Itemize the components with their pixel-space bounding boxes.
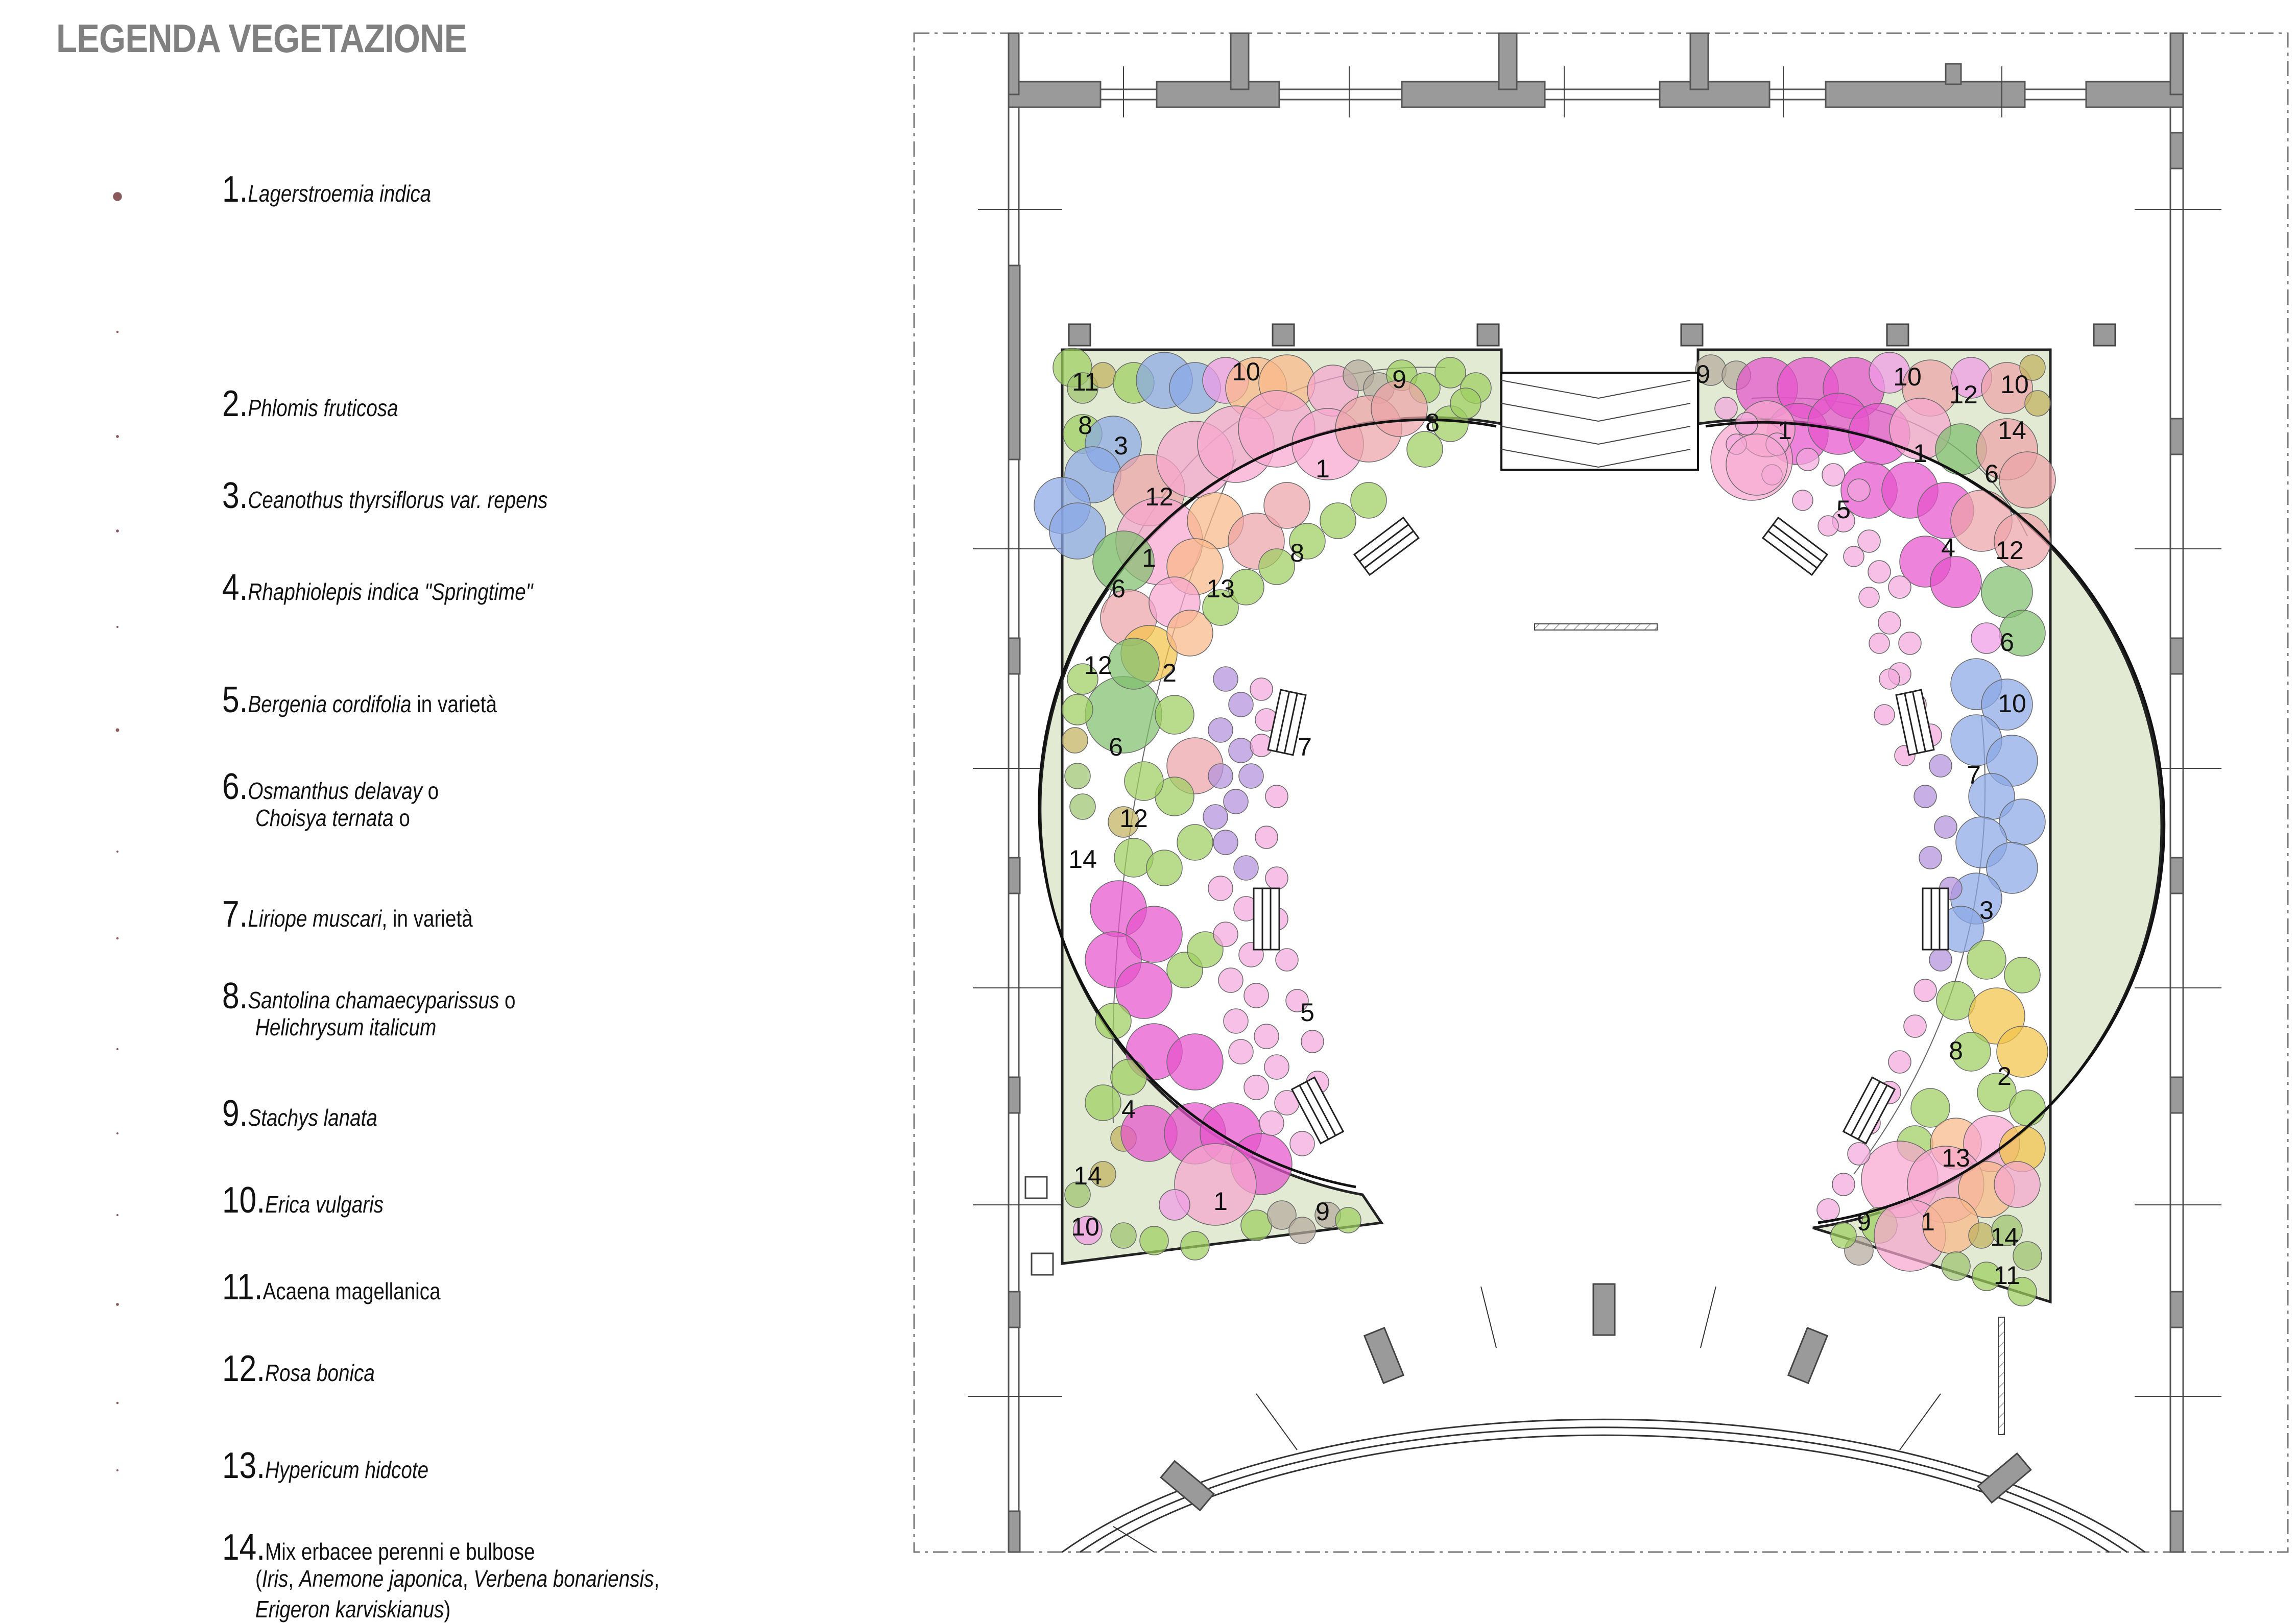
plant-icon — [1874, 705, 1895, 725]
legend-number: 14. — [222, 1527, 266, 1568]
plant-label: 8 — [1425, 408, 1440, 437]
plant-icon — [1930, 556, 1981, 608]
plant-icon — [1065, 763, 1090, 789]
plant-icon — [1888, 576, 1911, 598]
plant-icon — [1320, 503, 1356, 539]
plant-icon — [1224, 1009, 1248, 1033]
plant-label: 14 — [1073, 1161, 1102, 1190]
plant-icon — [1208, 718, 1233, 742]
plant-label: 6 — [1111, 574, 1126, 603]
plant-icon — [1208, 876, 1233, 901]
legend-extra: , in varietà — [381, 905, 473, 932]
plant-symbol-icon — [100, 609, 135, 645]
plant-icon — [1265, 867, 1288, 889]
plant-label: 4 — [1941, 534, 1955, 562]
plant-symbol-icon — [89, 304, 146, 360]
plant-icon — [1904, 1015, 1926, 1037]
plant-icon — [1224, 789, 1248, 814]
plant-icon — [1108, 638, 1159, 689]
legend-number: 12. — [222, 1348, 266, 1389]
plant-icon — [1899, 632, 1921, 655]
plant-icon — [1181, 1231, 1209, 1260]
legend-species-name: Rosa bonica — [265, 1360, 375, 1386]
plant-label: 10 — [2000, 370, 2029, 399]
plant-icon — [1822, 464, 1845, 486]
hatched-bar-vertical — [1998, 1317, 2004, 1435]
plant-icon — [1159, 1190, 1190, 1220]
plant-label: 11 — [1072, 368, 1098, 396]
legend-species-name: Stachys lanata — [248, 1104, 377, 1131]
plant-label: 6 — [2000, 628, 2014, 657]
plant-label: 8 — [1078, 411, 1092, 440]
plant-symbol-icon — [100, 1031, 135, 1067]
plant-label: 5 — [1836, 495, 1851, 524]
plant-symbol-icon — [77, 689, 158, 771]
plant-label: 10 — [1232, 357, 1260, 386]
legend-line2: (Iris, Anemone japonica, Verbena bonariensis, — [255, 1565, 660, 1592]
plant-icon — [1250, 678, 1273, 700]
legend-number: 3. — [222, 475, 248, 516]
plant-symbol-icon — [23, 102, 212, 291]
plant-label: 1 — [1921, 1207, 1935, 1236]
lower-arc-ticks — [1113, 1287, 1941, 1552]
plant-icon — [1929, 755, 1952, 777]
plant-icon — [1868, 561, 1891, 583]
plant-label: 12 — [1995, 536, 2024, 565]
plant-label: 9 — [1857, 1207, 1871, 1236]
plant-icon — [1450, 388, 1481, 419]
plant-symbol-icon — [89, 910, 146, 966]
legend-number: 6. — [222, 766, 248, 807]
legend-extra: in varietà — [411, 691, 497, 717]
plant-icon — [1818, 516, 1838, 536]
legend-number: 1. — [222, 169, 248, 210]
plant-label: 2 — [1162, 659, 1177, 687]
plant-label: 9 — [1696, 360, 1710, 389]
plant-label: 1 — [1316, 454, 1330, 483]
plant-label: 10 — [1998, 689, 2026, 718]
legend-species-name: Lagerstroemia indica — [248, 180, 432, 207]
plant-symbol-icon — [100, 1197, 135, 1233]
plant-icon — [1878, 612, 1901, 634]
plant-label: 6 — [1109, 733, 1123, 761]
plant-icon — [1244, 983, 1269, 1008]
plant-label: 14 — [1068, 845, 1097, 874]
legend-species-name: Santolina chamaecyparissus — [248, 987, 499, 1013]
plant-label: 1 — [1213, 1187, 1228, 1216]
plant-icon — [1848, 479, 1870, 501]
plant-symbol-icon — [83, 496, 152, 566]
legend-number: 10. — [222, 1180, 266, 1221]
plant-icon — [1859, 587, 1879, 608]
plant-icon — [1234, 856, 1258, 880]
plant-label: 10 — [1893, 362, 1922, 391]
plant-icon — [1062, 728, 1088, 753]
plant-icon — [1934, 816, 1957, 838]
plant-label: 14 — [1998, 416, 2026, 445]
plant-icon — [1208, 764, 1233, 788]
plant-icon — [1844, 546, 1864, 567]
plant-icon — [1229, 692, 1253, 717]
plant-label: 12 — [1119, 804, 1148, 833]
legend-line2-extra: o — [393, 805, 410, 831]
plant-icon — [1140, 1226, 1168, 1255]
plant-icon — [1792, 490, 1813, 511]
plant-icon — [1244, 1075, 1269, 1100]
plant-icon — [1351, 482, 1386, 518]
plant-label: 14 — [1990, 1223, 2019, 1251]
plant-icon — [1942, 1252, 1970, 1280]
plant-label: 10 — [1071, 1213, 1099, 1241]
plant-label: 7 — [1298, 733, 1312, 761]
plant-icon — [1070, 794, 1095, 819]
legend-species-name: Hypericum hidcote — [265, 1457, 429, 1483]
legend-extra: Acaena magellanica — [262, 1278, 441, 1304]
plant-symbol-icon — [100, 1452, 135, 1488]
plant-label: 2 — [1997, 1062, 2012, 1091]
plant-icon — [1213, 922, 1238, 947]
plant-icon — [1177, 825, 1213, 860]
plant-symbol-icon — [89, 1375, 146, 1431]
plant-icon — [1218, 968, 1243, 992]
plant-label: 3 — [1979, 896, 1994, 925]
plant-icon — [2004, 957, 2040, 993]
benches — [1254, 518, 1948, 1144]
plant-icon — [1085, 676, 1162, 753]
plant-label: 1 — [1913, 439, 1927, 468]
plant-icon — [1254, 1024, 1279, 1049]
legend-number: 7. — [222, 894, 248, 935]
plant-icon — [1213, 667, 1238, 691]
plant-icon — [1125, 762, 1163, 801]
legend-extra: Mix erbacee perenni e bulbose — [265, 1538, 535, 1565]
plant-label: 1 — [1142, 544, 1156, 572]
plant-icon — [1264, 482, 1310, 528]
plant-label: 9 — [1316, 1197, 1330, 1226]
legend-number: 2. — [222, 383, 248, 424]
plant-label: 12 — [1145, 482, 1174, 511]
plant-icon — [1869, 633, 1890, 653]
plant-icon — [1239, 764, 1263, 788]
entrance-steps — [1501, 373, 1698, 470]
legend-extra: o — [422, 778, 439, 804]
plant-icon — [1914, 979, 1936, 1002]
legend-species-name: Bergenia cordifolia — [248, 691, 412, 717]
lower-arc-pillars — [1161, 1284, 2031, 1510]
plant-label: 8 — [1949, 1036, 1963, 1065]
plant-label: 4 — [1121, 1095, 1136, 1124]
legend-species-name: Osmanthus delavay — [248, 778, 422, 804]
plant-icon — [1817, 1199, 1839, 1221]
legend-line2: Choisya ternata — [255, 805, 394, 831]
plant-icon — [1289, 1217, 1316, 1244]
plant-icon — [1914, 785, 1936, 808]
plant-icon — [1265, 785, 1288, 808]
plant-icon — [1146, 850, 1182, 886]
plant-icon — [1167, 1034, 1223, 1090]
plant-icon — [1831, 1223, 1856, 1248]
plant-icon — [1213, 830, 1238, 855]
plant-icon — [1879, 669, 1900, 689]
plan-drawing — [909, 0, 2296, 1581]
plant-icon — [1111, 1223, 1136, 1248]
legend-number: 11. — [222, 1267, 263, 1307]
plant-label: 12 — [1949, 380, 1978, 409]
plant-symbol-icon — [100, 834, 135, 869]
legend-species-name: Rhaphiolepis indica "Springtime" — [248, 578, 533, 605]
building-top-wall — [1009, 33, 2183, 107]
legend-extra: o — [499, 987, 516, 1013]
legend-line2: Helichrysum italicum — [255, 1014, 437, 1040]
plant-icon — [1999, 452, 2055, 508]
plant-label: 6 — [1984, 459, 1999, 488]
plant-symbol-icon — [83, 402, 152, 471]
plant-label: 7 — [1967, 761, 1981, 789]
plant-icon — [1919, 846, 1942, 869]
legend-number: 9. — [222, 1093, 248, 1134]
plant-icon — [1259, 1111, 1284, 1135]
plant-icon — [1229, 1039, 1253, 1064]
plant-icon — [1301, 1030, 1324, 1053]
plant-icon — [1994, 1161, 2040, 1207]
plant-symbol-icon — [83, 1270, 152, 1339]
plant-label: 12 — [1084, 651, 1112, 680]
plant-label: 8 — [1290, 539, 1304, 567]
plant-label: 5 — [1300, 998, 1314, 1027]
plant-label: 9 — [1392, 365, 1406, 394]
plant-icon — [1085, 1085, 1121, 1121]
plant-icon — [1929, 949, 1952, 971]
plant-label: 1 — [1778, 416, 1792, 445]
plant-icon — [1203, 805, 1228, 829]
plant-icon — [1229, 738, 1253, 763]
plant-label: 11 — [1994, 1261, 2020, 1290]
legend-species-name: Erica vulgaris — [265, 1191, 384, 1218]
plant-label: 13 — [1206, 574, 1235, 603]
plant-icon — [1832, 1173, 1855, 1196]
legend-line3: Erigeron karviskianus) — [255, 1596, 451, 1622]
plant-icon — [1290, 1131, 1314, 1156]
plant-label: 3 — [1114, 431, 1128, 460]
vegetation — [1034, 348, 2055, 1306]
plant-icon — [1111, 1059, 1146, 1095]
plant-icon — [1155, 695, 1194, 734]
plant-icon — [1715, 397, 1737, 420]
plant-icon — [1967, 940, 2006, 979]
plant-icon — [1848, 1143, 1870, 1165]
plant-icon — [1797, 448, 1819, 471]
legend-number: 13. — [222, 1445, 266, 1486]
plant-icon — [1062, 694, 1093, 725]
plant-icon — [1276, 949, 1298, 971]
plant-icon — [1255, 826, 1278, 849]
legend-species-name: Ceanothus thyrsiflorus var. repens — [248, 487, 548, 513]
legend-species-name: Liriope muscari — [248, 905, 382, 932]
plant-icon — [1259, 549, 1295, 585]
legend-number: 5. — [222, 680, 248, 720]
plant-icon — [1335, 1207, 1361, 1233]
legend-number: 8. — [222, 976, 248, 1016]
plant-icon — [1264, 1055, 1289, 1079]
plant-icon — [1888, 1051, 1911, 1073]
plant-icon — [1241, 1210, 1272, 1241]
plant-icon — [2010, 1090, 2045, 1126]
plant-label: 13 — [1942, 1144, 1970, 1172]
legend-title: LEGENDA VEGETAZIONE — [56, 16, 467, 61]
plant-symbol-icon — [100, 1116, 135, 1151]
legend-number: 4. — [222, 567, 248, 608]
plant-icon — [1971, 623, 2002, 653]
vegetation-legend — [0, 0, 909, 1622]
legend-species-name: Phlomis fruticosa — [248, 395, 398, 421]
garden-plan — [909, 0, 2296, 1581]
hatched-bar — [1535, 624, 1657, 630]
